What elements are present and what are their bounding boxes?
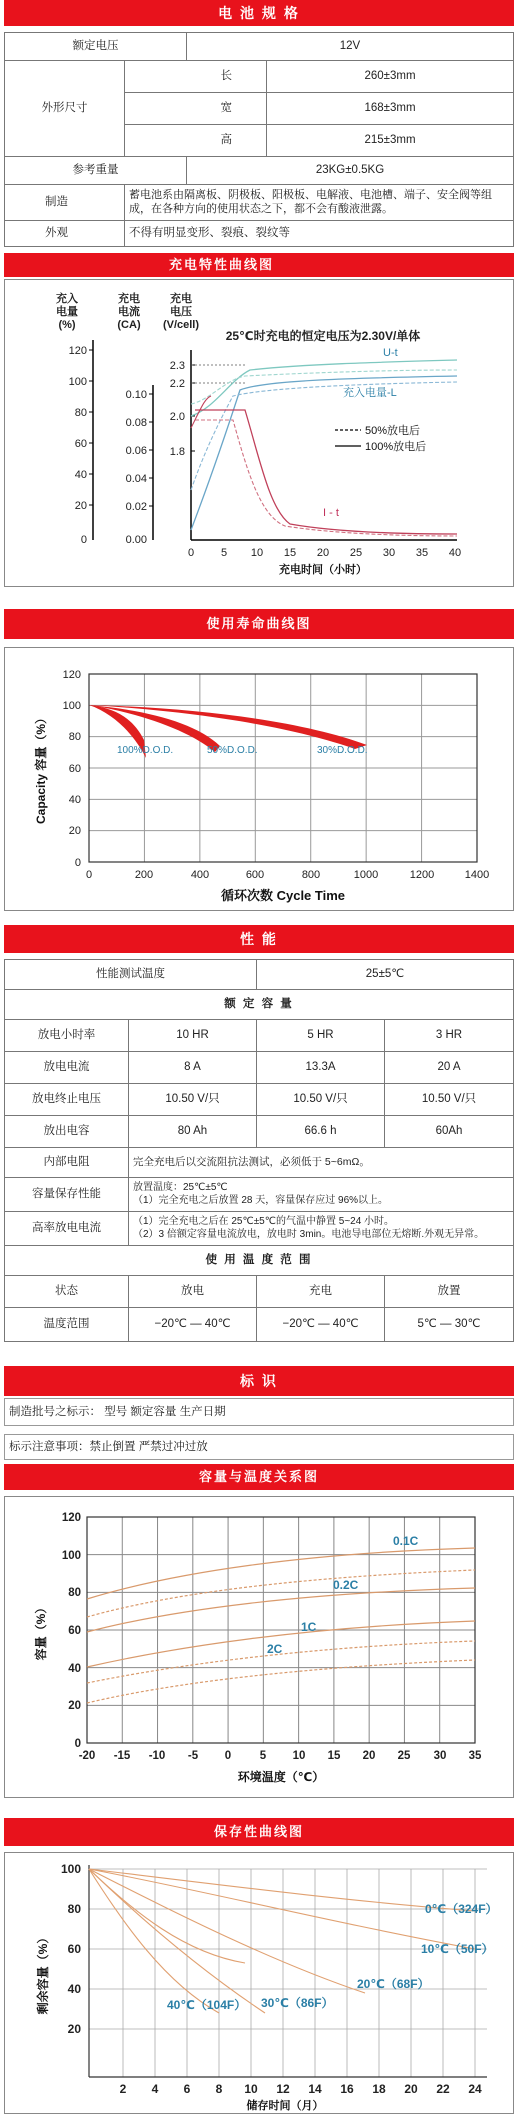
ct-ytick: 40 bbox=[68, 1663, 81, 1675]
ax3-l2: 电压 bbox=[170, 306, 192, 318]
ct-xtick: 35 bbox=[468, 1750, 482, 1762]
pct-tick: 100 bbox=[68, 376, 87, 388]
manufacture-label: 制造 bbox=[5, 185, 125, 221]
st-curve-0c bbox=[89, 1869, 475, 1911]
ax1-l1: 充入 bbox=[56, 293, 78, 305]
ax2-l3: (CA) bbox=[117, 319, 141, 331]
st-xtick: 6 bbox=[183, 2082, 191, 2096]
cutoff-value: 10.50 V/只 bbox=[129, 1084, 257, 1116]
dod100-label: 100%D.O.D. bbox=[117, 745, 174, 756]
storage-chart-svg bbox=[5, 1853, 513, 2113]
time-tick: 10 bbox=[250, 547, 264, 559]
rate-value: 10 HR bbox=[129, 1020, 257, 1052]
time-tick: 0 bbox=[187, 547, 195, 559]
dim-height-label: 高 bbox=[187, 125, 267, 157]
ct-xlabel: 环境温度（℃） bbox=[237, 1770, 325, 1784]
highrate-label: 高率放电电流 bbox=[5, 1212, 129, 1246]
rate-value: 5 HR bbox=[257, 1020, 385, 1052]
life-ytick: 100 bbox=[62, 700, 81, 712]
ct-curve-2c-dash bbox=[87, 1660, 475, 1703]
ca-tick: 0.08 bbox=[125, 417, 147, 429]
v-tick: 2.2 bbox=[169, 378, 185, 390]
v-tick: 2.0 bbox=[169, 411, 185, 423]
ct-curve-0.2c-dash bbox=[87, 1570, 475, 1617]
st-curve-30c bbox=[89, 1869, 265, 2013]
st-ylabel: 剩余容量（%） bbox=[36, 1931, 50, 2015]
st-xtick: 22 bbox=[436, 2082, 450, 2096]
ct-ytick: 20 bbox=[68, 1700, 81, 1712]
perf-title: 性 能 bbox=[4, 925, 514, 953]
life-ytick: 20 bbox=[68, 825, 81, 837]
ct-ytick: 100 bbox=[61, 1550, 81, 1562]
pct-tick: 60 bbox=[74, 438, 87, 450]
label-ut: U-t bbox=[383, 347, 398, 359]
storage-title: 保存性曲线图 bbox=[4, 1818, 514, 1846]
ca-tick: 0.06 bbox=[125, 445, 147, 457]
mark-line2: 标示注意事项：禁止倒置 严禁过冲过放 bbox=[4, 1434, 514, 1460]
label-it: I - t bbox=[323, 507, 339, 519]
st-xtick: 10 bbox=[244, 2082, 258, 2096]
mark-line1: 制造批号之标示： 型号 额定容量 生产日期 bbox=[4, 1398, 514, 1426]
resistance-value: 完全充电后以交流阻抗法测试，必须低于 5~6mΩ。 bbox=[129, 1148, 514, 1178]
highrate-line1: （1）完全充电之后在 25℃±5℃的气温中静置 5~24 小时。 bbox=[133, 1216, 395, 1227]
life-ylabel: Capacity 容量（%） bbox=[34, 711, 48, 825]
cutoff-label: 放电终止电压 bbox=[5, 1084, 129, 1116]
st-xtick: 18 bbox=[372, 2082, 386, 2096]
label-charge: 充入电量-L bbox=[343, 387, 397, 399]
use-temp-title: 使 用 温 度 范 围 bbox=[5, 1246, 514, 1276]
rate-value: 3 HR bbox=[385, 1020, 514, 1052]
ct-ylabel: 容量（%） bbox=[34, 1601, 48, 1661]
pct-tick: 0 bbox=[80, 534, 87, 546]
highrate-line2: （2）3 倍额定容量电流放电，放电时 3min。电池导电部位无熔断.外观无异常。 bbox=[133, 1228, 485, 1240]
mark-title: 标 识 bbox=[4, 1366, 514, 1396]
datasheet bbox=[4, 0, 514, 2114]
st-xtick: 12 bbox=[276, 2082, 290, 2096]
st-label-10c: 10℃（50F） bbox=[421, 1942, 494, 1956]
ct-xtick: 15 bbox=[327, 1750, 341, 1762]
legend-100: 100%放电后 bbox=[365, 441, 427, 453]
manufacture-value: 蓄电池系由隔离板、阴极板、阳极板、电解液、电池槽、端子、安全阀等组成，在各种方向的使用状态之下，都不会有酸液泄露。 bbox=[125, 185, 514, 221]
captemp-chart bbox=[4, 1496, 514, 1798]
retention-label: 容量保存性能 bbox=[5, 1178, 129, 1212]
st-xlabel: 储存时间（月） bbox=[246, 2100, 324, 2112]
life-xlabel: 循环次数 Cycle Time bbox=[220, 888, 346, 903]
st-ytick: 80 bbox=[67, 1902, 81, 1916]
use-head: 放置 bbox=[385, 1276, 514, 1308]
st-xtick: 4 bbox=[151, 2082, 159, 2096]
rate-label: 放电小时率 bbox=[5, 1020, 129, 1052]
dim-width-label: 宽 bbox=[187, 93, 267, 125]
dod50-label: 50%D.O.D. bbox=[207, 745, 258, 756]
ca-tick: 0.02 bbox=[125, 501, 147, 513]
resistance-label: 内部电阻 bbox=[5, 1148, 129, 1178]
ct-xtick: -20 bbox=[78, 1750, 96, 1762]
st-xtick: 24 bbox=[468, 2082, 482, 2096]
ct-curve-0.2c-solid bbox=[87, 1588, 475, 1632]
current-label: 放电电流 bbox=[5, 1052, 129, 1084]
charge-xlabel: 充电时间（小时） bbox=[279, 564, 367, 576]
perf-temp-value: 25±5℃ bbox=[257, 960, 514, 990]
ct-xtick: -5 bbox=[187, 1750, 199, 1762]
time-tick: 5 bbox=[220, 547, 228, 559]
ct-xtick: 25 bbox=[397, 1750, 411, 1762]
st-label-30c: 30℃（86F） bbox=[261, 1996, 334, 2010]
rated-voltage-value: 12V bbox=[187, 33, 514, 61]
use-range-value: 5℃ — 30℃ bbox=[385, 1308, 514, 1342]
ct-curve-0.1c-solid bbox=[87, 1548, 475, 1599]
capacity-value: 60Ah bbox=[385, 1116, 514, 1148]
ct-label-1c: 1C bbox=[301, 1620, 317, 1634]
ax3-l1: 充电 bbox=[170, 293, 192, 305]
rated-capacity-title: 额 定 容 量 bbox=[5, 990, 514, 1020]
perf-table bbox=[4, 959, 514, 1342]
v-tick: 2.3 bbox=[169, 360, 185, 372]
ca-tick: 0.10 bbox=[125, 389, 147, 401]
life-ytick: 0 bbox=[74, 857, 81, 869]
retention-line2: （1）完全充电之后放置 28 天，容量保存应过 96%以上。 bbox=[133, 1194, 389, 1206]
dim-height-value: 215±3mm bbox=[267, 125, 514, 157]
st-label-20c: 20℃（68F） bbox=[357, 1977, 430, 1991]
ct-label-0.1c: 0.1C bbox=[393, 1534, 419, 1548]
st-xtick: 2 bbox=[119, 2082, 127, 2096]
ct-label-2c: 2C bbox=[267, 1642, 283, 1656]
cutoff-value: 10.50 V/只 bbox=[385, 1084, 514, 1116]
current-value: 20 A bbox=[385, 1052, 514, 1084]
retention-line1: 放置温度：25℃±5℃ bbox=[133, 1182, 228, 1193]
ct-xtick: 30 bbox=[433, 1750, 447, 1762]
life-title: 使用寿命曲线图 bbox=[4, 609, 514, 639]
time-tick: 20 bbox=[316, 547, 330, 559]
life-ytick: 80 bbox=[68, 731, 81, 743]
charge-chart-svg bbox=[5, 280, 513, 586]
capacity-value: 66.6 h bbox=[257, 1116, 385, 1148]
pct-tick: 80 bbox=[74, 407, 87, 419]
capacity-value: 80 Ah bbox=[129, 1116, 257, 1148]
time-tick: 30 bbox=[382, 547, 396, 559]
life-ytick: 60 bbox=[68, 763, 81, 775]
dod30-label: 30%D.O.D. bbox=[317, 745, 368, 756]
life-xtick: 800 bbox=[301, 869, 321, 881]
st-xtick: 16 bbox=[340, 2082, 354, 2096]
storage-chart bbox=[4, 1852, 514, 2114]
st-ytick: 40 bbox=[67, 1982, 81, 1996]
pct-tick: 120 bbox=[68, 345, 87, 357]
use-range-value: −20℃ — 40℃ bbox=[257, 1308, 385, 1342]
st-ytick: 100 bbox=[60, 1862, 81, 1876]
ct-ytick: 60 bbox=[68, 1625, 81, 1637]
time-tick: 15 bbox=[283, 547, 297, 559]
ax1-l2: 电量 bbox=[56, 306, 78, 318]
use-range-label: 温度范围 bbox=[5, 1308, 129, 1342]
ut-curve-100 bbox=[191, 360, 457, 416]
dim-length-value: 260±3mm bbox=[267, 61, 514, 93]
ct-xtick: 20 bbox=[362, 1750, 376, 1762]
life-xtick: 0 bbox=[85, 869, 93, 881]
life-chart-svg bbox=[5, 648, 513, 910]
spec-title: 电 池 规 格 bbox=[4, 0, 514, 26]
pct-tick: 20 bbox=[74, 500, 87, 512]
use-head: 充电 bbox=[257, 1276, 385, 1308]
captemp-title: 容量与温度关系图 bbox=[4, 1464, 514, 1490]
weight-value: 23KG±0.5KG bbox=[187, 157, 514, 185]
ct-xtick: -10 bbox=[148, 1750, 166, 1762]
time-tick: 35 bbox=[415, 547, 429, 559]
use-head: 状态 bbox=[5, 1276, 129, 1308]
cutoff-value: 10.50 V/只 bbox=[257, 1084, 385, 1116]
life-xtick: 200 bbox=[134, 869, 154, 881]
use-range-value: −20℃ — 40℃ bbox=[129, 1308, 257, 1342]
st-xtick: 20 bbox=[404, 2082, 418, 2096]
dim-length-label: 长 bbox=[187, 61, 267, 93]
weight-label: 参考重量 bbox=[5, 157, 187, 185]
life-chart bbox=[4, 647, 514, 911]
appearance-label: 外观 bbox=[5, 221, 125, 247]
capacity-label: 放出电容 bbox=[5, 1116, 129, 1148]
ct-label-0.2c: 0.2C bbox=[333, 1578, 359, 1592]
ca-tick: 0.00 bbox=[125, 534, 147, 546]
st-xtick: 14 bbox=[308, 2082, 322, 2096]
ct-ytick: 80 bbox=[68, 1587, 81, 1599]
ax2-l2: 电流 bbox=[118, 306, 140, 318]
dimensions-label: 外形尺寸 bbox=[5, 61, 125, 157]
st-label-40c: 40℃（104F） bbox=[167, 1998, 247, 2012]
life-ytick: 40 bbox=[68, 794, 81, 806]
time-tick: 25 bbox=[349, 547, 363, 559]
st-label-0c: 0℃（324F） bbox=[425, 1902, 498, 1916]
st-curve-40c bbox=[89, 1869, 219, 2013]
ct-xtick: 10 bbox=[292, 1750, 306, 1762]
life-xtick: 1200 bbox=[409, 869, 435, 881]
ca-tick: 0.04 bbox=[125, 473, 147, 485]
st-curve-20c bbox=[89, 1869, 365, 1993]
use-head: 放电 bbox=[129, 1276, 257, 1308]
ct-ytick: 0 bbox=[74, 1738, 81, 1750]
life-ytick: 120 bbox=[62, 669, 81, 681]
charge-chart bbox=[4, 279, 514, 587]
ax2-l1: 充电 bbox=[118, 293, 140, 305]
charge-title: 充电特性曲线图 bbox=[4, 253, 514, 277]
captemp-chart-svg bbox=[5, 1497, 513, 1797]
rated-voltage-label: 额定电压 bbox=[5, 33, 187, 61]
st-xtick: 8 bbox=[215, 2082, 223, 2096]
time-tick: 40 bbox=[448, 547, 462, 559]
v-tick: 1.8 bbox=[169, 446, 185, 458]
legend-50: 50%放电后 bbox=[365, 425, 421, 437]
pct-tick: 40 bbox=[74, 469, 87, 481]
current-value: 13.3A bbox=[257, 1052, 385, 1084]
ax1-l3: (%) bbox=[58, 319, 76, 331]
ct-xtick: -15 bbox=[113, 1750, 131, 1762]
ct-ytick: 120 bbox=[61, 1512, 81, 1524]
life-xtick: 1000 bbox=[353, 869, 379, 881]
current-value: 8 A bbox=[129, 1052, 257, 1084]
ct-xtick: 0 bbox=[224, 1750, 232, 1762]
dim-width-value: 168±3mm bbox=[267, 93, 514, 125]
appearance-value: 不得有明显变形、裂痕、裂纹等 bbox=[125, 221, 514, 247]
st-ytick: 20 bbox=[67, 2022, 81, 2036]
perf-temp-label: 性能测试温度 bbox=[5, 960, 257, 990]
life-xtick: 1400 bbox=[464, 869, 490, 881]
st-ytick: 60 bbox=[67, 1942, 81, 1956]
charge-headline: 25℃时充电的恒定电压为2.30V/单体 bbox=[225, 329, 421, 343]
spec-table bbox=[4, 32, 514, 247]
life-xtick: 600 bbox=[245, 869, 265, 881]
life-xtick: 400 bbox=[190, 869, 210, 881]
ct-xtick: 5 bbox=[259, 1750, 267, 1762]
ax3-l3: (V/cell) bbox=[162, 319, 200, 331]
